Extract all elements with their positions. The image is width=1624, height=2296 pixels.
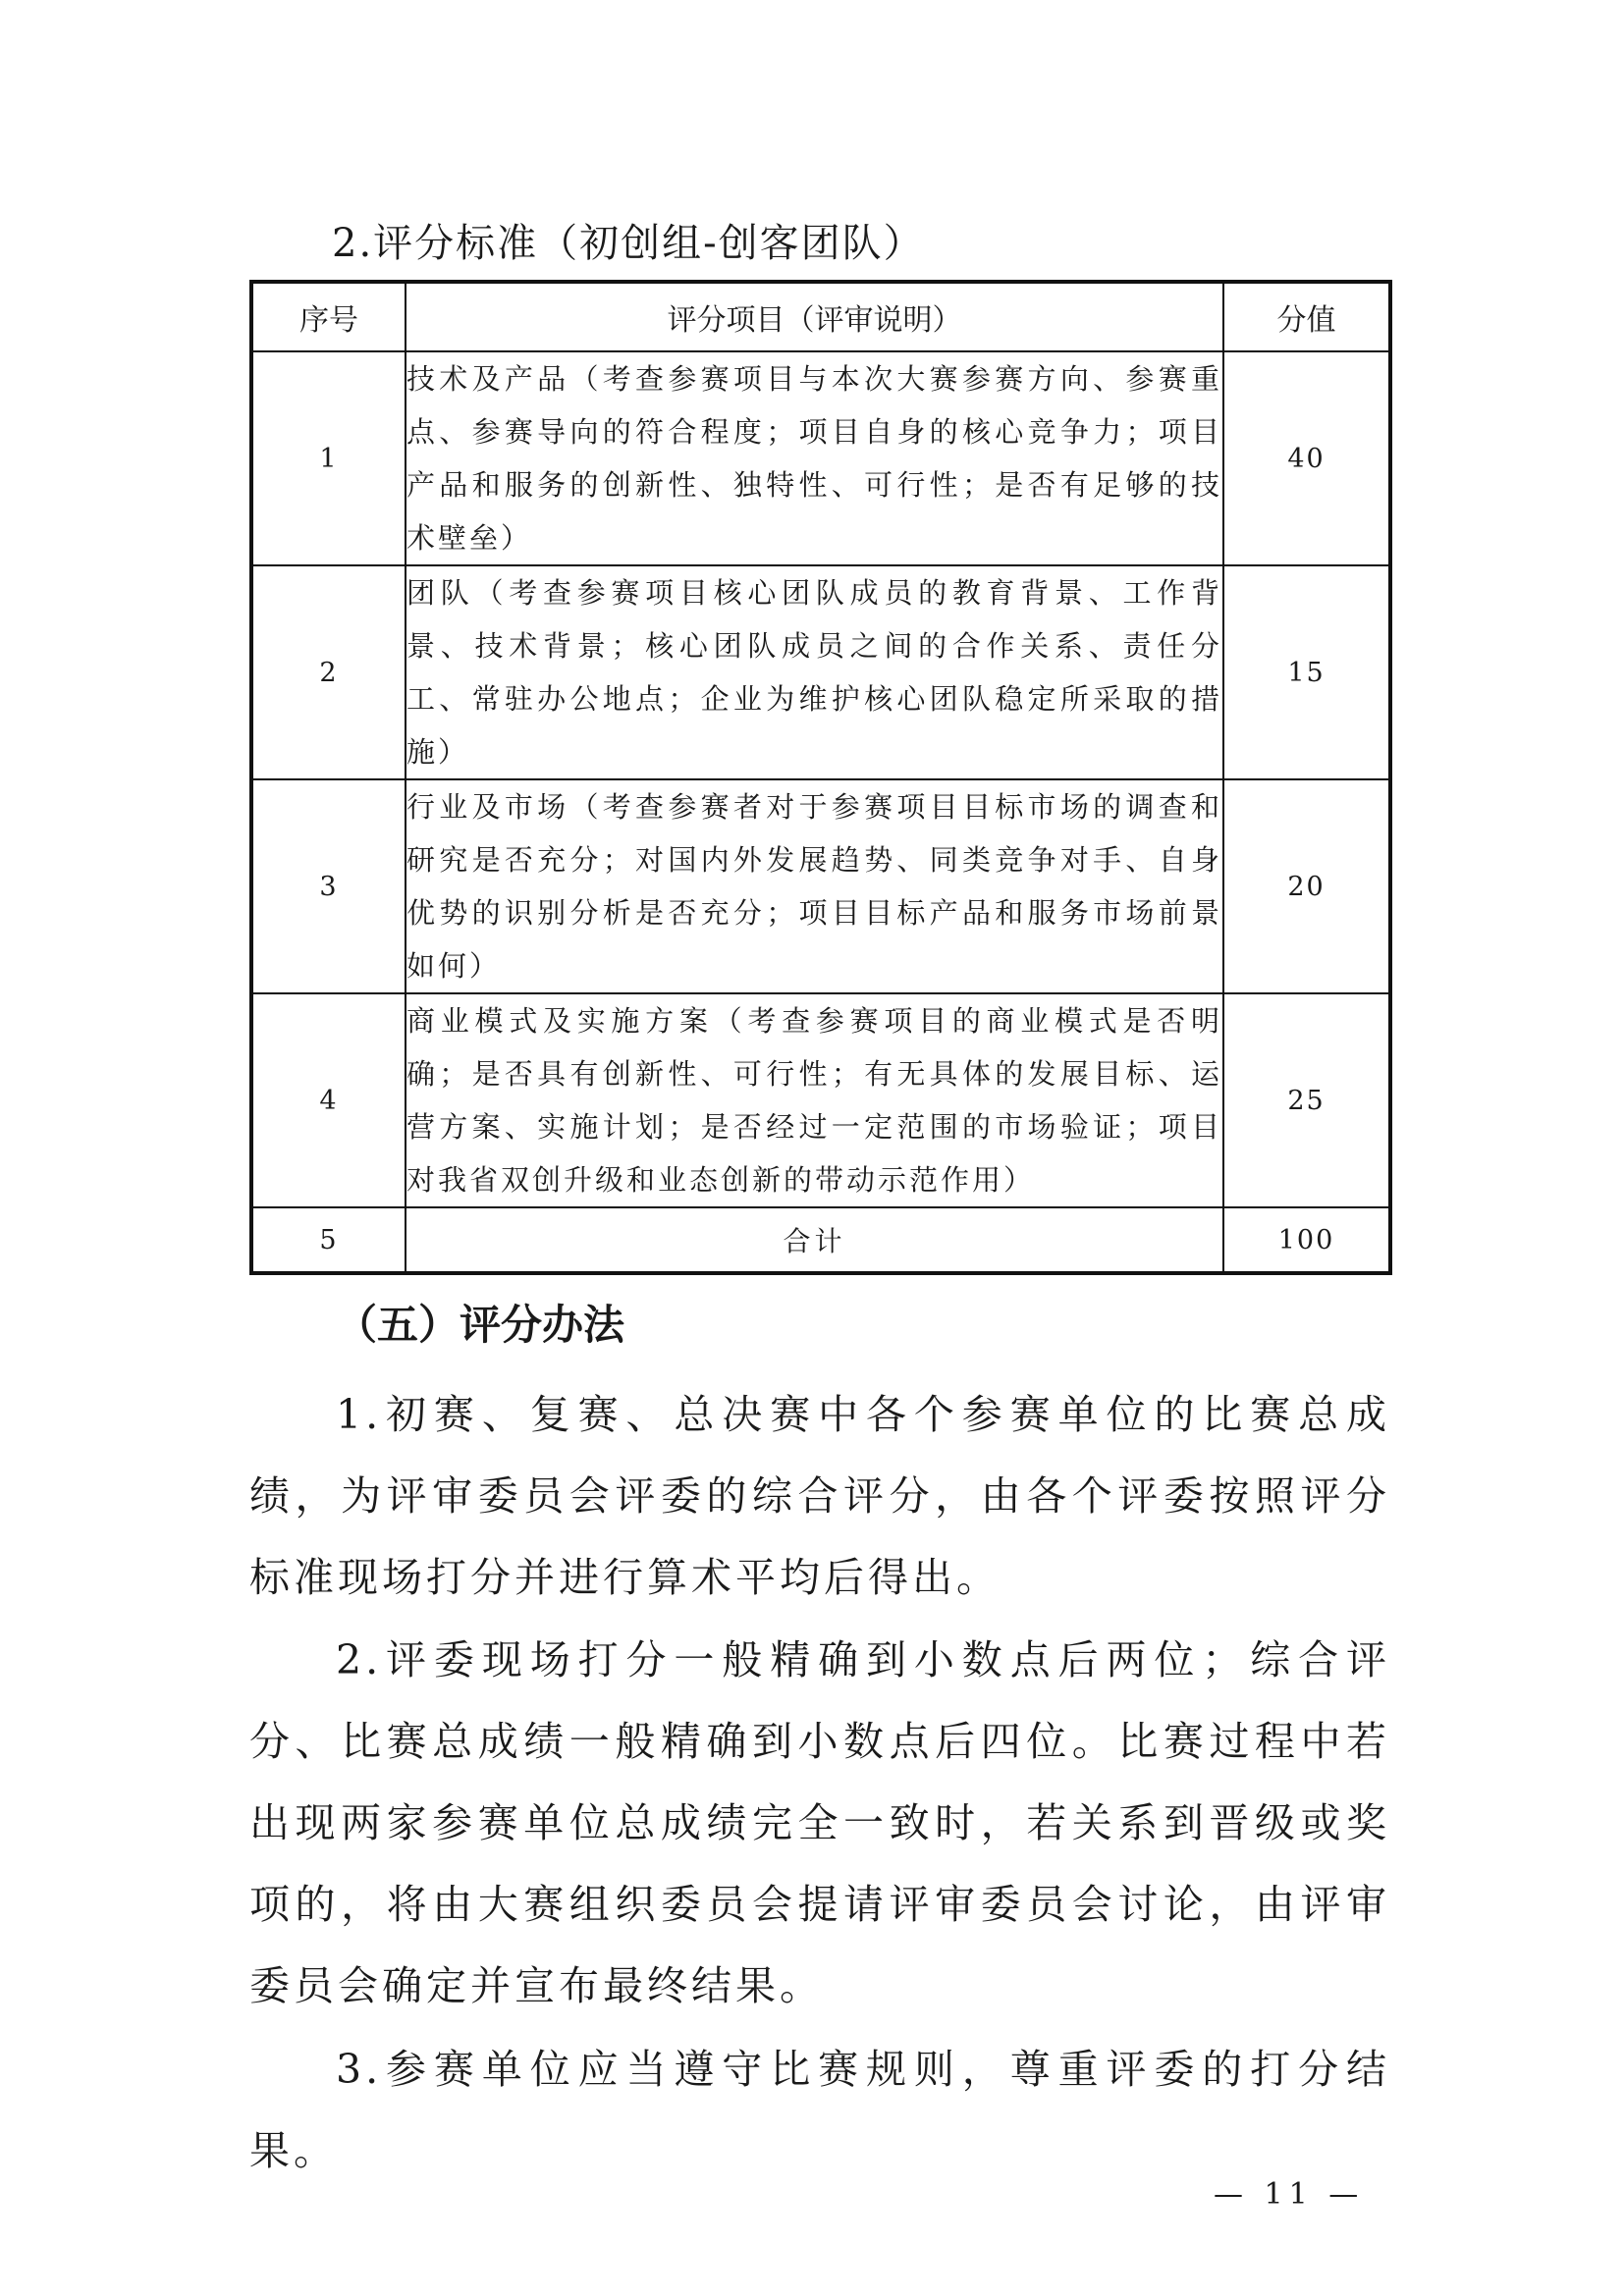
- row-index: 1: [251, 351, 406, 565]
- row-score: 15: [1223, 565, 1390, 779]
- row-index: 2: [251, 565, 406, 779]
- row-item: 技术及产品（考查参赛项目与本次大赛参赛方向、参赛重点、参赛导向的符合程度；项目自身的核心竞争力；项目产品和服务的创新性、独特性、可行性；是否有足够的技术壁垒）: [406, 351, 1223, 565]
- total-label: 合计: [406, 1207, 1223, 1273]
- page-number: — 11 —: [1214, 2177, 1365, 2212]
- table-row: [251, 993, 1390, 1207]
- row-item: 行业及市场（考查参赛者对于参赛项目目标市场的调查和研究是否充分；对国内外发展趋势、同类竞争对手、自身优势的识别分析是否充分；项目目标产品和服务市场前景如何）: [406, 779, 1223, 993]
- header-index: 序号: [251, 282, 406, 351]
- table-header-row: [251, 282, 1390, 351]
- header-item: 评分项目（评审说明）: [406, 282, 1223, 351]
- row-score: 25: [1223, 993, 1390, 1207]
- row-score: 20: [1223, 779, 1390, 993]
- header-score: 分值: [1223, 282, 1390, 351]
- row-index: 3: [251, 779, 406, 993]
- row-score: 40: [1223, 351, 1390, 565]
- paragraph: 2.评委现场打分一般精确到小数点后两位；综合评分、比赛总成绩一般精确到小数点后四位。比赛过程中若出现两家参赛单位总成绩完全一致时，若关系到晋级或奖项的，将由大赛组织委员会提请评审委员会讨论，由评审委员会确定并宣布最终结果。: [249, 1636, 1390, 2009]
- row-index: 4: [251, 993, 406, 1207]
- row-item: 团队（考查参赛项目核心团队成员的教育背景、工作背景、技术背景；核心团队成员之间的合作关系、责任分工、常驻办公地点；企业为维护核心团队稳定所采取的措施）: [406, 565, 1223, 779]
- table-row: [251, 779, 1390, 993]
- scoring-table: [249, 280, 1392, 1275]
- paragraph: 1.初赛、复赛、总决赛中各个参赛单位的比赛总成绩，为评审委员会评委的综合评分，由各个评委按照评分标准现场打分并进行算术平均后得出。: [249, 1391, 1390, 1601]
- subheading-scoring-method: （五）评分办法: [336, 1301, 625, 1349]
- table-total-row: [251, 1207, 1390, 1273]
- total-index: 5: [251, 1207, 406, 1273]
- paragraph: 3.参赛单位应当遵守比赛规则，尊重评委的打分结果。: [249, 2046, 1390, 2174]
- table-row: [251, 351, 1390, 565]
- section-title: 2.评分标准（初创组-创客团队）: [332, 221, 925, 266]
- row-item: 商业模式及实施方案（考查参赛项目的商业模式是否明确；是否具有创新性、可行性；有无具体的发展目标、运营方案、实施计划；是否经过一定范围的市场验证；项目对我省双创升级和业态创新的带动示范作用）: [406, 993, 1223, 1207]
- total-score: 100: [1223, 1207, 1390, 1273]
- table-row: [251, 565, 1390, 779]
